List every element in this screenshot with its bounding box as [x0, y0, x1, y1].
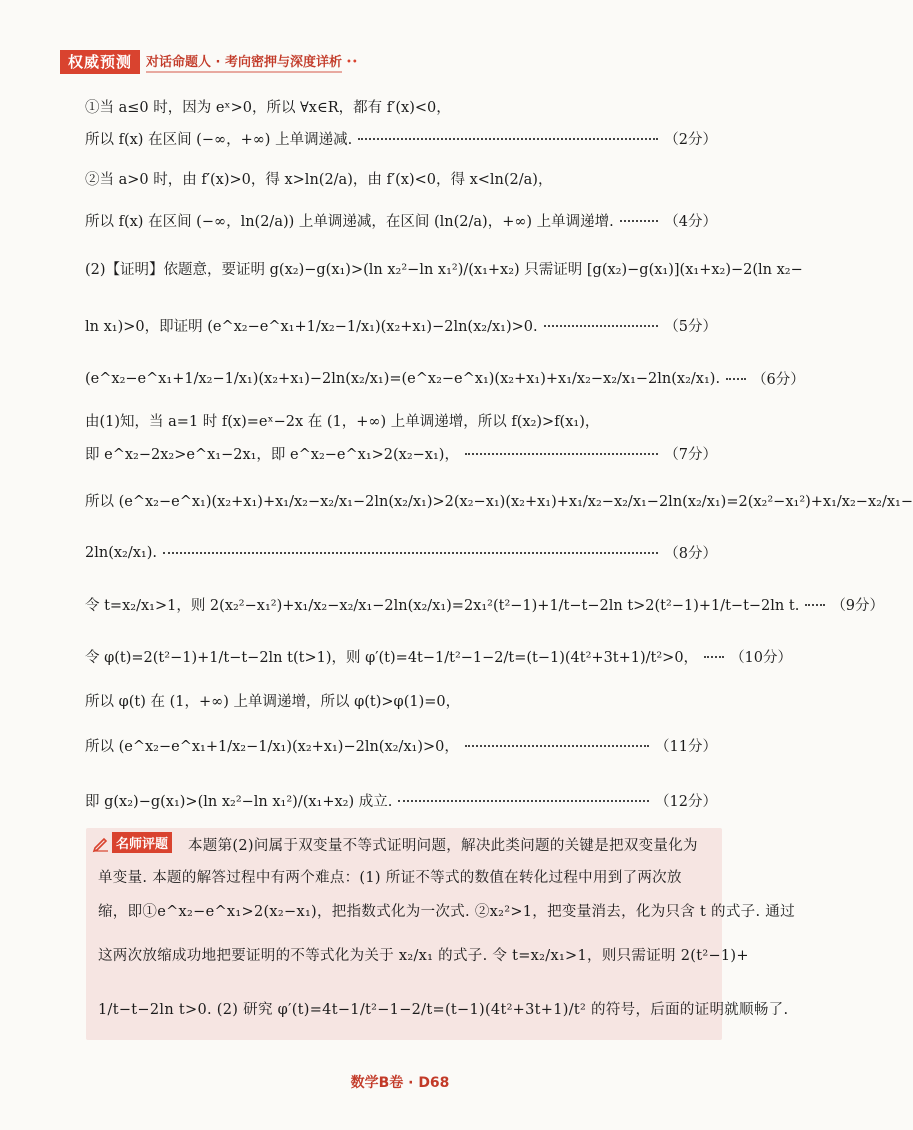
score-label: （5分） [664, 319, 717, 335]
solution-line: 所以 φ(t) 在 (1，+∞) 上单调递增，所以 φ(t)>φ(1)=0， [85, 694, 461, 710]
comment-label [92, 832, 172, 853]
score-label: （10分） [730, 650, 793, 666]
solution-line: 所以 f(x) 在区间 (−∞，ln(2/a)) 上单调递减，在区间 (ln(2/a)，+∞) 上单调递增. （4分） [85, 210, 717, 231]
page-footer: 数学B卷 · D68 [350, 1075, 450, 1091]
solution-line: 由(1)知，当 a=1 时 f(x)=eˣ−2x 在 (1，+∞) 上单调递增，所以 f(x₂)>f(x₁)， [85, 414, 600, 430]
comment-line: 1/t−t−2ln t>0. (2) 研究 φ′(t)=4t−1/t²−1−2/t=(t−1)(4t²+3t+1)/t² 的符号，后面的证明就顺畅了. [98, 1002, 789, 1018]
comment-line: 缩，即①e^x₂−e^x₁>2(x₂−x₁)，把指数式化为一次式. ②x₂²>1，把变量消去，化为只含 t 的式子. 通过 [98, 904, 795, 920]
score-label: （2分） [664, 132, 717, 148]
decoration-dots-icon: •• [346, 56, 358, 68]
score-label: （8分） [664, 546, 717, 562]
score-label: （11分） [655, 739, 717, 755]
score-label: （9分） [831, 598, 885, 614]
solution-line: ln x₁)>0，即证明 (e^x₂−e^x₁+1/x₂−1/x₁)(x₂+x₁)−2ln(x₂/x₁)>0. （5分） [85, 315, 717, 336]
solution-line: 令 t=x₂/x₁>1，则 2(x₂²−x₁²)+x₁/x₂−x₂/x₁−2ln(x₂/x₁)=2x₁²(t²−1)+1/t−t−2ln t>2(t²−1)+1/t−t−2ln t. （9分） [85, 594, 717, 615]
teacher-comment-box [86, 828, 795, 1040]
header-tag: 权威预测 [60, 50, 140, 74]
score-label: （4分） [664, 214, 717, 230]
comment-line: 这两次放缩成功地把要证明的不等式化为关于 x₂/x₁ 的式子. 令 t=x₂/x₁>1，则只需证明 2(t²−1)+ [98, 948, 749, 964]
solution-line: 2ln(x₂/x₁). （8分） [85, 542, 717, 563]
comment-tag: 名师评题 [112, 832, 172, 853]
solution-line: (2)【证明】依题意，要证明 g(x₂)−g(x₁)>(ln x₂²−ln x₁²)/(x₁+x₂) 只需证明 [g(x₂)−g(x₁)](x₁+x₂)−2(ln x₂− [85, 262, 803, 278]
solution-line: (e^x₂−e^x₁+1/x₂−1/x₁)(x₂+x₁)−2ln(x₂/x₁)=(e^x₂−e^x₁)(x₂+x₁)+x₁/x₂−x₂/x₁−2ln(x₂/x₁). （6分） [85, 368, 717, 389]
comment-line: 单变量. 本题的解答过程中有两个难点：(1) 所证不等式的数值在转化过程中用到了两次放 [98, 870, 682, 886]
score-label: （6分） [752, 372, 805, 388]
comment-line: 本题第(2)问属于双变量不等式证明问题，解决此类问题的关键是把双变量化为 [188, 838, 698, 854]
solution-line: 即 e^x₂−2x₂>e^x₁−2x₁，即 e^x₂−e^x₁>2(x₂−x₁)， （7分） [85, 443, 717, 464]
solution-line: 令 φ(t)=2(t²−1)+1/t−t−2ln t(t>1)，则 φ′(t)=4t−1/t²−1−2/t=(t−1)(4t²+3t+1)/t²>0， （10分） [85, 646, 717, 667]
score-label: （12分） [655, 794, 717, 810]
pen-icon [92, 834, 110, 852]
solution-line: ①当 a≤0 时，因为 eˣ>0，所以 ∀x∈R，都有 f′(x)<0， [85, 100, 451, 116]
score-label: （7分） [664, 447, 717, 463]
header-subtitle: 对话命题人 · 考向密押与深度详析 [146, 51, 342, 73]
solution-line: 即 g(x₂)−g(x₁)>(ln x₂²−ln x₁²)/(x₁+x₂) 成立. （12分） [85, 790, 717, 811]
solution-line: 所以 (e^x₂−e^x₁)(x₂+x₁)+x₁/x₂−x₂/x₁−2ln(x₂/x₁)>2(x₂−x₁)(x₂+x₁)+x₁/x₂−x₂/x₁−2ln(x₂/x₁)=2(x₂²−x₁²)+x₁/x₂−x₂/x₁− [85, 494, 913, 510]
solution-line: 所以 (e^x₂−e^x₁+1/x₂−1/x₁)(x₂+x₁)−2ln(x₂/x₁)>0， （11分） [85, 735, 717, 756]
solution-line: 所以 f(x) 在区间 (−∞，+∞) 上单调递减. （2分） [85, 128, 717, 149]
header [60, 50, 358, 74]
solution-line: ②当 a>0 时，由 f′(x)>0，得 x>ln(2/a)，由 f′(x)<0，得 x<ln(2/a)， [85, 172, 553, 188]
